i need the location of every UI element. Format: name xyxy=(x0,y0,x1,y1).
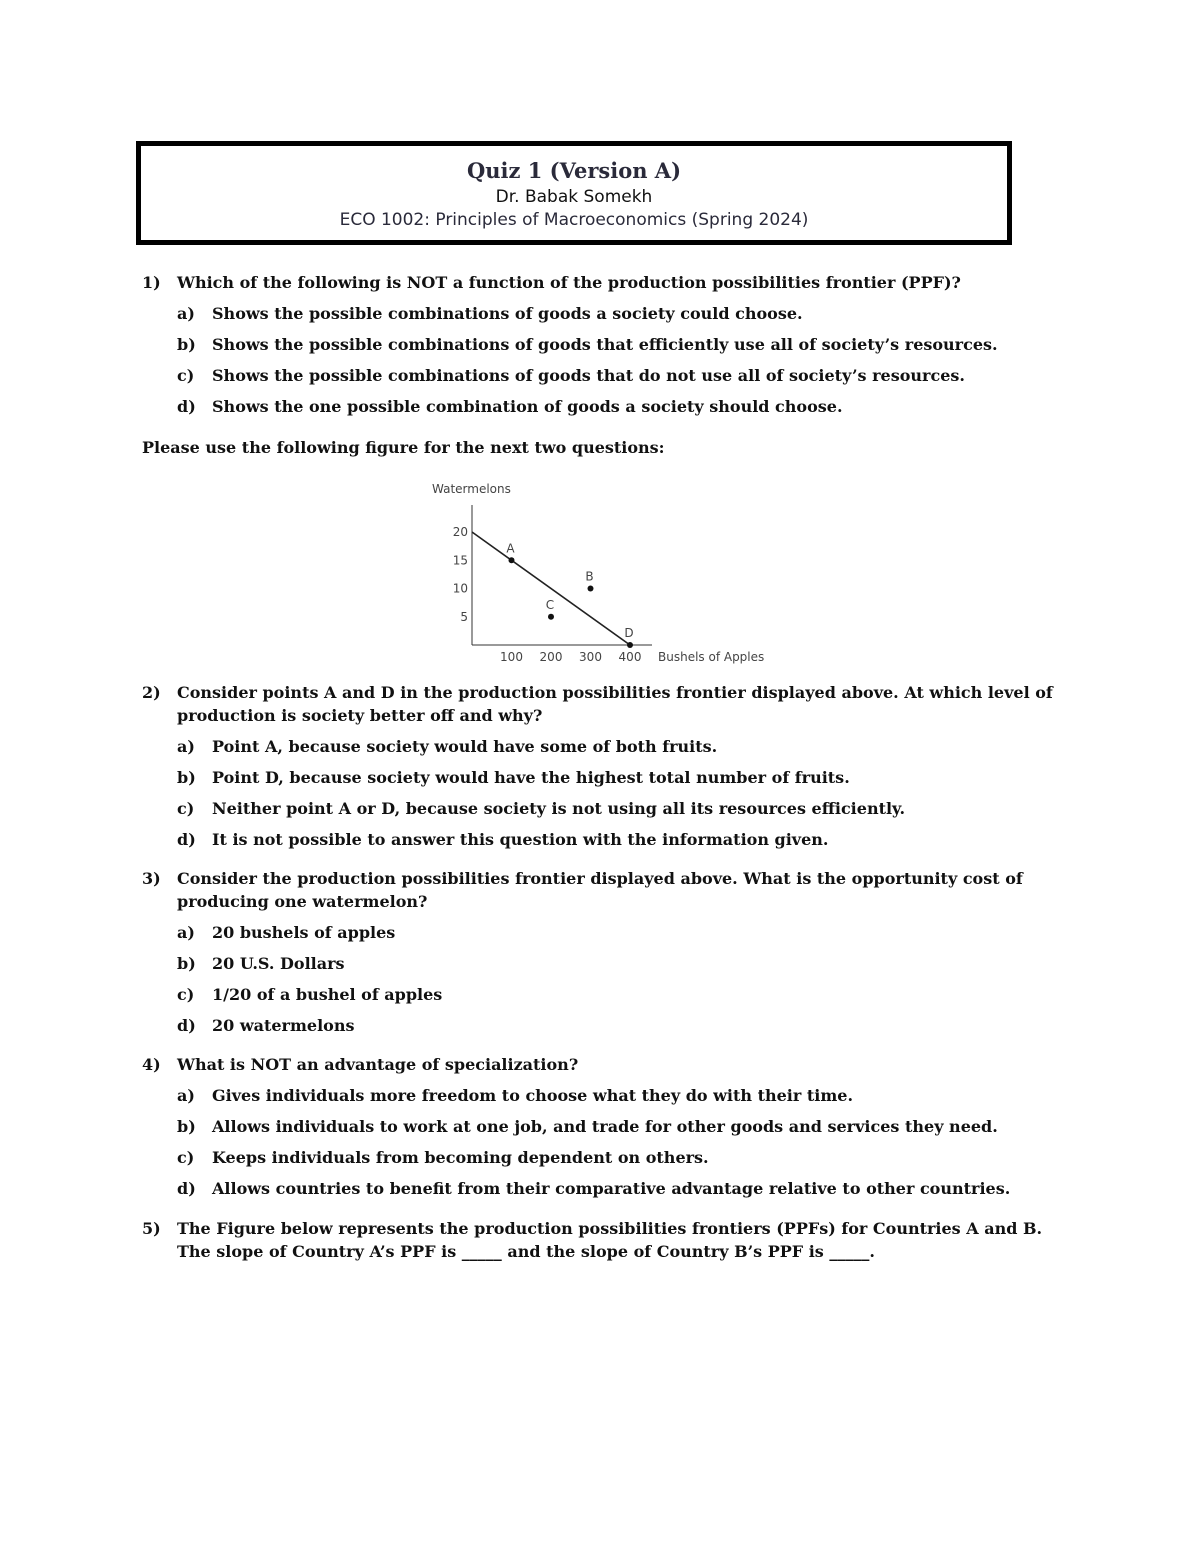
option-text: Keeps individuals from becoming dependent on others. xyxy=(212,1148,709,1167)
option-letter: b) xyxy=(177,335,196,354)
option-text: Neither point A or D, because society is not using all its resources efficiently. xyxy=(212,799,906,818)
answer-option xyxy=(177,828,1062,859)
option-text: Shows the possible combinations of goods a society could choose. xyxy=(212,304,803,323)
question-5 xyxy=(142,1217,1062,1263)
answer-option xyxy=(177,735,1062,766)
point-label: C xyxy=(545,597,555,612)
point-label: B xyxy=(585,569,594,584)
option-letter: d) xyxy=(177,830,196,849)
quiz-header xyxy=(136,141,1012,245)
answer-option xyxy=(177,952,1062,983)
option-text: 20 U.S. Dollars xyxy=(212,954,345,973)
answer-option xyxy=(177,302,1062,333)
question-1 xyxy=(142,271,1062,426)
point-label: D xyxy=(624,626,634,640)
option-letter: d) xyxy=(177,397,196,416)
instructor-name: Dr. Babak Somekh xyxy=(495,187,653,207)
question-number: 4) xyxy=(142,1055,161,1074)
option-letter: a) xyxy=(177,737,195,756)
option-text: Gives individuals more freedom to choose what they do with their time. xyxy=(212,1086,854,1105)
option-text: Shows the possible combinations of goods that do not use all of society’s resources. xyxy=(212,366,965,385)
x-tick-label: 400 xyxy=(618,650,642,664)
x-tick-label: 300 xyxy=(579,650,602,664)
point-c xyxy=(548,614,554,620)
question-number: 2) xyxy=(142,683,161,702)
question-text: Consider points A and D in the production possibilities frontier displayed above. At which level of production is society better off and why? xyxy=(177,683,1053,725)
point-a xyxy=(509,557,515,563)
y-tick-label: 10 xyxy=(452,581,468,596)
option-letter: b) xyxy=(177,1117,196,1136)
course-title: ECO 1002: Principles of Macroeconomics (Spring 2024) xyxy=(339,210,809,230)
answer-option xyxy=(177,1084,1062,1115)
x-axis-label: Bushels of Apples xyxy=(658,650,765,664)
option-text: Point A, because society would have some of both fruits. xyxy=(212,737,718,756)
question-number: 1) xyxy=(142,273,161,292)
ppf-line xyxy=(472,532,630,645)
answer-option xyxy=(177,395,1062,426)
x-tick-label: 200 xyxy=(539,650,563,664)
question-number: 5) xyxy=(142,1219,161,1238)
option-text: Allows countries to benefit from their comparative advantage relative to other countries. xyxy=(212,1179,1011,1198)
option-letter: c) xyxy=(177,799,195,818)
option-letter: d) xyxy=(177,1016,196,1035)
option-letter: b) xyxy=(177,768,196,787)
option-letter: c) xyxy=(177,1148,195,1167)
x-tick-label: 100 xyxy=(500,650,523,664)
option-text: 1/20 of a bushel of apples xyxy=(212,985,443,1004)
answer-option xyxy=(177,1115,1062,1146)
question-text: What is NOT an advantage of specialization? xyxy=(177,1055,579,1074)
question-text: Which of the following is NOT a function of the production possibilities frontier (PPF)? xyxy=(177,273,961,292)
quiz-title: Quiz 1 (Version A) xyxy=(466,158,682,183)
ppf-chart xyxy=(420,475,780,670)
option-text: Shows the possible combinations of goods that efficiently use all of society’s resources. xyxy=(212,335,998,354)
option-letter: b) xyxy=(177,954,196,973)
answer-option xyxy=(177,364,1062,395)
question-2 xyxy=(142,681,1062,859)
point-b xyxy=(588,586,594,592)
answer-option xyxy=(177,333,1062,364)
option-letter: c) xyxy=(177,985,195,1004)
option-text: Allows individuals to work at one job, and trade for other goods and services they need. xyxy=(212,1117,998,1136)
answer-option xyxy=(177,797,1062,828)
option-text: It is not possible to answer this question with the information given. xyxy=(212,830,829,849)
option-text: 20 bushels of apples xyxy=(212,923,396,942)
option-text: 20 watermelons xyxy=(212,1016,355,1035)
ppf-figure xyxy=(420,475,780,674)
answer-options xyxy=(177,921,1062,1045)
answer-options xyxy=(177,1084,1062,1208)
y-tick-label: 5 xyxy=(460,609,468,624)
answer-option xyxy=(177,1177,1062,1208)
option-letter: c) xyxy=(177,366,195,385)
answer-option xyxy=(177,766,1062,797)
option-letter: a) xyxy=(177,1086,195,1105)
point-label: A xyxy=(506,541,515,556)
answer-option xyxy=(177,983,1062,1014)
y-axis-label: Watermelons xyxy=(432,482,511,496)
y-tick-label: 15 xyxy=(452,553,468,568)
question-number: 3) xyxy=(142,869,161,888)
question-3 xyxy=(142,867,1062,1045)
question-text: Consider the production possibilities frontier displayed above. What is the opportunity cost of producing one watermelon? xyxy=(177,869,1023,911)
option-letter: d) xyxy=(177,1179,196,1198)
question-text: The Figure below represents the production possibilities frontiers (PPFs) for Countries A and B. The slope of Country A’s PPF is _____ and the slope of Country B’s PPF is _____. xyxy=(177,1219,1043,1261)
answer-option xyxy=(177,921,1062,952)
option-text: Shows the one possible combination of goods a society should choose. xyxy=(212,397,843,416)
option-text: Point D, because society would have the highest total number of fruits. xyxy=(212,768,850,787)
answer-options xyxy=(177,302,1062,426)
option-letter: a) xyxy=(177,923,195,942)
answer-option xyxy=(177,1014,1062,1045)
answer-option xyxy=(177,1146,1062,1177)
question-4 xyxy=(142,1053,1062,1208)
y-tick-label: 20 xyxy=(452,525,468,539)
figure-instruction: Please use the following figure for the next two questions: xyxy=(142,438,665,457)
answer-options xyxy=(177,735,1062,859)
option-letter: a) xyxy=(177,304,195,323)
point-d xyxy=(627,642,633,648)
